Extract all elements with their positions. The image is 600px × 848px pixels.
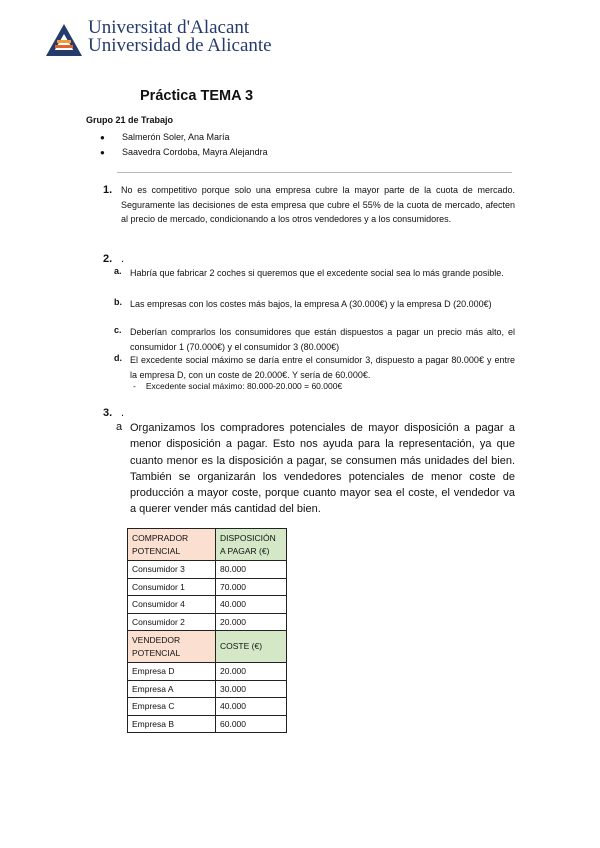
group-label: Grupo 21 de Trabajo bbox=[86, 115, 174, 125]
table-row bbox=[128, 698, 287, 716]
bullet-icon: ● bbox=[100, 148, 105, 157]
table-row bbox=[128, 596, 287, 614]
question-2-title: . bbox=[121, 253, 125, 265]
answer-b-text: Las empresas con los costes más bajos, la empresa A (30.000€) y la empresa D (20.000€) bbox=[130, 299, 492, 309]
table-cell: 40.000 bbox=[216, 698, 287, 716]
table-cell: 20.000 bbox=[216, 613, 287, 631]
answer-3a-text: Organizamos los compradores potenciales de mayor disposición a pagar a menor disposición a pagar. Esto nos ayuda para la representación, ya que cuanto menor es la disposición a pagar, se consumen más unidades del bien. También se organizarán los vendedores potenciales de menor coste de producción a mayor coste, porque cuanto mayor sea el coste, el vendedor va a querer vender más cantidad del bien. bbox=[130, 422, 515, 516]
table-header-cell: COSTE (€) bbox=[216, 631, 287, 663]
table-header-cell: VENDEDOR POTENCIAL bbox=[128, 631, 216, 663]
divider bbox=[117, 172, 512, 173]
answer-letter-c: c. bbox=[114, 325, 122, 335]
university-name-spanish: Universidad de Alicante bbox=[88, 35, 272, 56]
table-cell: Empresa D bbox=[128, 663, 216, 681]
table-row bbox=[128, 663, 287, 681]
table-cell: 30.000 bbox=[216, 680, 287, 698]
university-logo-icon bbox=[46, 22, 82, 56]
member-name: Saavedra Cordoba, Mayra Alejandra bbox=[122, 147, 268, 157]
table-cell: Consumidor 3 bbox=[128, 561, 216, 579]
answer-a-text: Habría que fabricar 2 coches si queremos que el excedente social sea lo más grande posible. bbox=[130, 268, 504, 278]
table-cell: Consumidor 2 bbox=[128, 613, 216, 631]
table-cell: 70.000 bbox=[216, 578, 287, 596]
table-cell: 40.000 bbox=[216, 596, 287, 614]
question-3-title: . bbox=[121, 407, 125, 419]
table-row bbox=[128, 680, 287, 698]
table-row bbox=[128, 613, 287, 631]
table-row bbox=[128, 578, 287, 596]
question-1-answer: No es competitivo porque solo una empresa cubre la mayor parte de la cuota de mercado. Seguramente las decisiones de esta empresa que cubre el 55% de la cuota de mercado, afecten al precio de mercado, condicionando a los otros vendedores y a los consumidores. bbox=[121, 185, 515, 224]
answer-letter-d: d. bbox=[114, 353, 122, 363]
table-cell: Empresa B bbox=[128, 715, 216, 733]
table-header-row bbox=[128, 529, 287, 561]
buyers-sellers-table bbox=[127, 528, 287, 733]
table-cell: 20.000 bbox=[216, 663, 287, 681]
bullet-icon: ● bbox=[100, 133, 105, 142]
subitem-text: Excedente social máximo: 80.000-20.000 = 60.000€ bbox=[145, 381, 343, 391]
member-list-item bbox=[100, 132, 230, 142]
table-cell: Empresa C bbox=[128, 698, 216, 716]
answer-3-letter-a: a bbox=[116, 421, 123, 433]
answer-letter-b: b. bbox=[114, 297, 122, 307]
member-name: Salmerón Soler, Ana María bbox=[122, 132, 230, 142]
answer-d-subitem bbox=[133, 381, 342, 391]
table-cell: Consumidor 1 bbox=[128, 578, 216, 596]
answer-c-text: Deberían comprarlos los consumidores que están dispuestos a pagar un precio más alto, el consumidor 1 (70.000€) y el consumidor 3 (80.000€) bbox=[130, 327, 515, 352]
question-1-number: 1. bbox=[103, 184, 113, 196]
table-header-row bbox=[128, 631, 287, 663]
table-row bbox=[128, 715, 287, 733]
question-2-number: 2. bbox=[103, 253, 113, 265]
university-name-valencian: Universitat d'Alacant bbox=[88, 17, 250, 38]
table-cell: Empresa A bbox=[128, 680, 216, 698]
page-title: Práctica TEMA 3 bbox=[140, 88, 254, 104]
member-list-item bbox=[100, 147, 268, 157]
question-3-number: 3. bbox=[103, 407, 113, 419]
table-header-cell: COMPRADOR POTENCIAL bbox=[128, 529, 216, 561]
table-cell: 80.000 bbox=[216, 561, 287, 579]
dash-bullet: - bbox=[133, 381, 136, 391]
table-header-cell: DISPOSICIÓN A PAGAR (€) bbox=[216, 529, 287, 561]
table-cell: 60.000 bbox=[216, 715, 287, 733]
answer-d-text: El excedente social máximo se daría entre el consumidor 3, dispuesto a pagar 80.000€ y entre la empresa D, con un coste de 20.000€. Y sería de 60.000€. bbox=[130, 355, 515, 380]
answer-letter-a: a. bbox=[114, 266, 122, 276]
table-row bbox=[128, 561, 287, 579]
table-cell: Consumidor 4 bbox=[128, 596, 216, 614]
